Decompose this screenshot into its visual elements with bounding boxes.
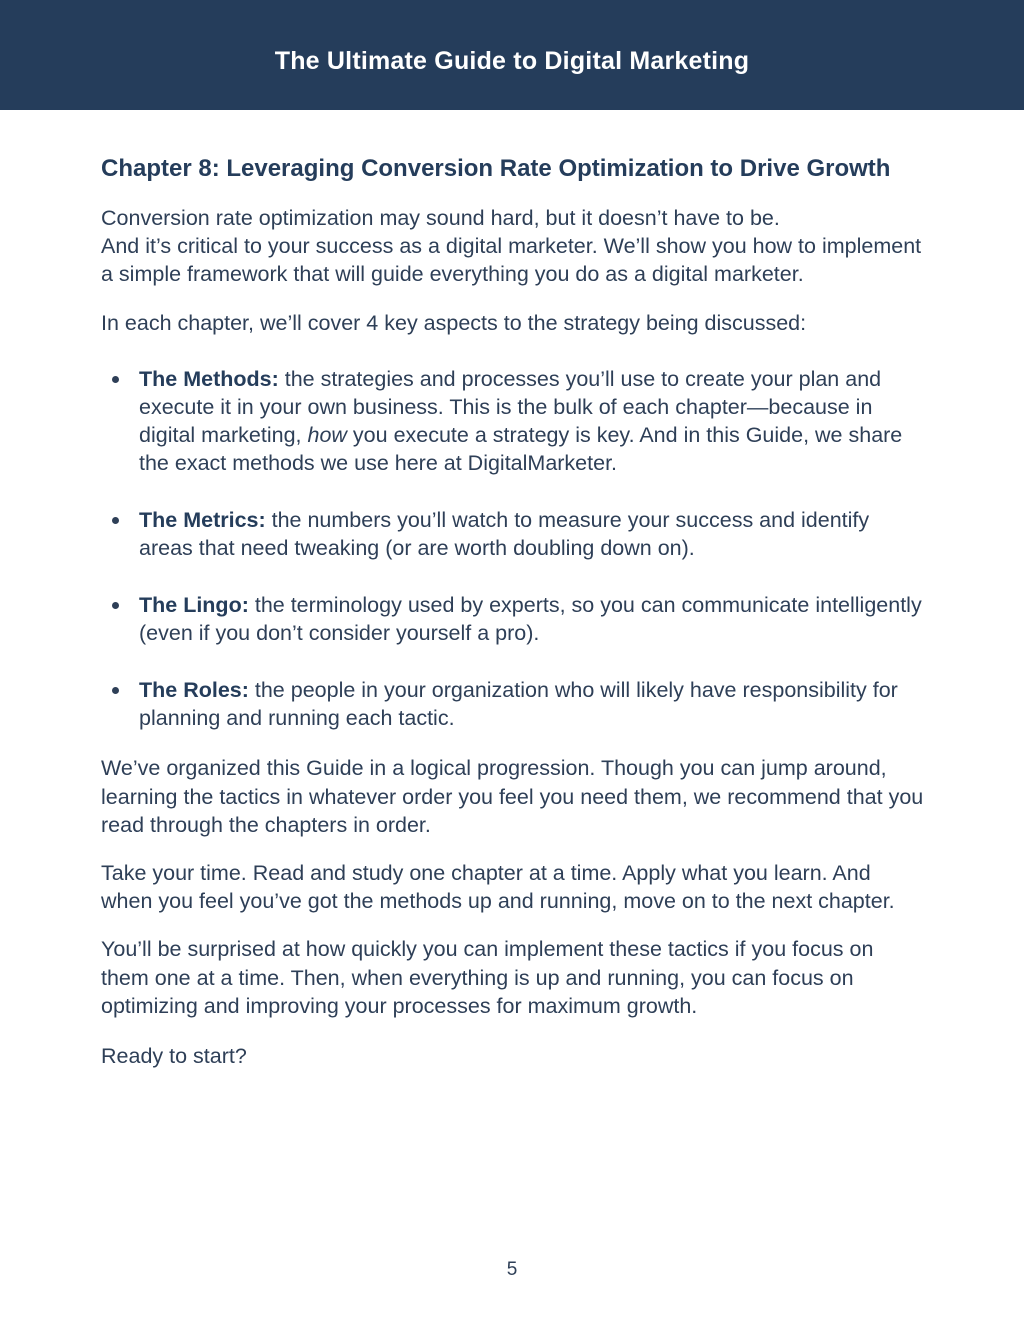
organization-paragraph: We’ve organized this Guide in a logical progression. Though you can jump around, learning the tactics in whatever order you feel you need them, we recommend that you read through the chapters in order. <box>101 756 924 837</box>
bullet-dot-icon <box>112 687 119 694</box>
bullet-term: The Roles: <box>139 677 249 702</box>
bullet-text-continued: you execute a strategy is key. And in this Guide, we share the exact methods we use here at DigitalMarketer. <box>139 423 903 476</box>
intro-first-line: Conversion rate optimization may sound hard, but it doesn’t have to be. <box>101 206 780 230</box>
header-band <box>0 0 1024 110</box>
closing-question: Ready to start? <box>101 1043 247 1068</box>
aspects-list <box>101 365 927 733</box>
bullet-dot-icon <box>112 517 119 524</box>
bullet-text: the people in your organization who will likely have responsibility for planning and running each tactic. <box>139 677 898 731</box>
page-number: 5 <box>506 1259 518 1280</box>
document-title: The Ultimate Guide to Digital Marketing <box>274 47 750 75</box>
intro-paragraph <box>101 204 927 289</box>
aspects-intro-paragraph: In each chapter, we’ll cover 4 key aspects to the strategy being discussed: <box>101 310 807 335</box>
bullet-text: the strategies and processes you’ll use to create your plan and execute it in your own business. This is the bulk of each chapter—because in digital marketing, <box>139 366 882 448</box>
list-item <box>101 365 927 478</box>
list-item <box>101 591 927 647</box>
bullet-emphasis: how <box>307 423 347 448</box>
bullet-text: the terminology used by experts, so you can communicate intelligently (even if you don’t consider yourself a pro). <box>139 593 922 646</box>
bullet-text: the numbers you’ll watch to measure your success and identify areas that need tweaking (or are worth doubling down on). <box>139 508 870 561</box>
bullet-term: The Lingo: <box>139 593 249 618</box>
bullet-term: The Methods: <box>139 366 279 391</box>
bullet-term: The Metrics: <box>139 508 266 533</box>
list-item <box>101 506 927 562</box>
intro-rest: And it’s critical to your success as a digital marketer. We’ll show you how to implement a simple framework that will guide everything you do as a digital marketer. <box>101 234 922 287</box>
bullet-dot-icon <box>112 602 119 609</box>
list-item <box>101 676 927 732</box>
bullet-dot-icon <box>112 376 119 383</box>
chapter-title: Chapter 8: Leveraging Conversion Rate Optimization to Drive Growth <box>101 155 891 182</box>
pacing-paragraph: Take your time. Read and study one chapter at a time. Apply what you learn. And when you feel you’ve got the methods up and running, move on to the next chapter. <box>101 860 895 914</box>
page-content <box>101 154 927 1070</box>
implementation-paragraph: You’ll be surprised at how quickly you can implement these tactics if you focus on them one at a time. Then, when everything is up and running, you can focus on optimizing and improving your processes for maximum growth. <box>101 937 874 1018</box>
